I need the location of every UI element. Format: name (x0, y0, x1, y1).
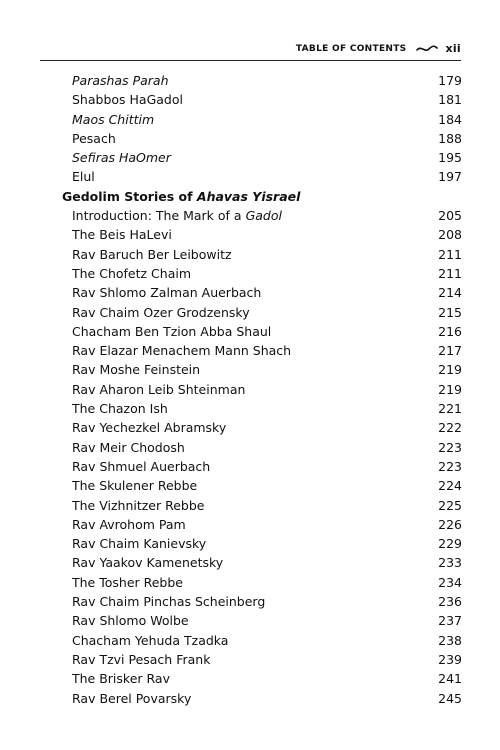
toc-entry-title: The Tosher Rebbe (72, 574, 183, 590)
toc-entry[interactable] (0, 650, 500, 669)
section-heading-title: Gedolim Stories of Ahavas Yisrael (62, 188, 301, 204)
toc-entry-page: 233 (438, 555, 462, 571)
toc-entry-title: Rav Chaim Kanievsky (72, 536, 207, 552)
toc-entry[interactable] (0, 245, 500, 264)
toc-entry-title: Rav Baruch Ber Leibowitz (72, 246, 232, 262)
toc-entry[interactable] (0, 129, 500, 148)
toc-entry-title: Parashas Parah (72, 73, 169, 88)
toc-entry-title: Maos Chittim (72, 111, 155, 127)
toc-entry[interactable] (0, 631, 500, 650)
toc-top-entries (0, 71, 500, 187)
toc-entry-title: Rav Tzvi Pesach Frank (72, 651, 211, 667)
section-heading (0, 187, 500, 206)
toc-entry[interactable] (0, 360, 500, 379)
toc-entry-page: 217 (438, 343, 462, 359)
toc-entry[interactable] (0, 669, 500, 688)
toc-entry-title: The Chofetz Chaim (72, 265, 192, 281)
toc-entry-title: The Skulener Rebbe (72, 478, 198, 494)
toc-entry-title: Rav Chaim Pinchas Scheinberg (72, 594, 266, 610)
toc-entry[interactable] (0, 573, 500, 592)
toc-entry-title: Rav Moshe Feinstein (72, 362, 201, 378)
toc-entry[interactable] (0, 148, 500, 167)
toc-entry[interactable] (0, 476, 500, 495)
toc-entry-page: 179 (438, 73, 462, 88)
toc-entry[interactable] (0, 457, 500, 476)
toc-entry-title: Rav Aharon Leib Shteinman (72, 381, 246, 397)
toc-entry[interactable] (0, 225, 500, 244)
toc-entry-title: Rav Shlomo Zalman Auerbach (72, 285, 262, 301)
toc-entry[interactable] (0, 341, 500, 360)
toc-entry-page: 225 (438, 497, 462, 513)
toc-entry-page: 188 (438, 130, 462, 146)
toc-entry[interactable] (0, 534, 500, 553)
toc-entry-page: 195 (438, 150, 462, 166)
toc-entry-title: Rav Yaakov Kamenetsky (72, 555, 224, 571)
running-header (40, 42, 461, 61)
toc-entry-page: 211 (438, 265, 462, 281)
toc-entry-page: 224 (438, 478, 462, 494)
toc-entry[interactable] (0, 90, 500, 109)
toc-entry-page: 236 (438, 594, 462, 610)
toc-entry-title: Rav Yechezkel Abramsky (72, 420, 227, 436)
toc-entry-title: Chacham Yehuda Tzadka (72, 632, 229, 648)
toc-entry-page: 238 (438, 632, 462, 648)
toc-entry-page: 215 (438, 304, 462, 320)
toc-bottom-entries (0, 225, 500, 707)
toc-entry-page: 229 (438, 536, 462, 552)
toc-entry-title: Rav Shmuel Auerbach (72, 458, 211, 474)
toc-entry[interactable] (0, 438, 500, 457)
toc-entry-page: 208 (438, 227, 462, 243)
toc-entry-page: 219 (438, 362, 462, 378)
toc-entry-page: 205 (438, 208, 462, 224)
toc-entry-title: Rav Avrohom Pam (72, 516, 186, 532)
toc-entry-title: Chacham Ben Tzion Abba Shaul (72, 323, 272, 339)
toc-entry-page: 211 (438, 246, 462, 262)
toc-entry[interactable] (0, 380, 500, 399)
toc-entry-title: The Vizhnitzer Rebbe (72, 497, 205, 513)
toc-entry-page: 223 (438, 439, 462, 455)
swash-ornament-icon (416, 44, 438, 54)
toc-entry-title: Pesach (72, 130, 116, 146)
toc-entry-title: Elul (72, 169, 95, 185)
toc-entry[interactable] (0, 206, 500, 225)
header-inner (296, 42, 461, 55)
toc-entry-title: The Chazon Ish (72, 401, 168, 417)
toc-entry-page: 223 (438, 458, 462, 474)
toc-entry-page: 222 (438, 420, 462, 436)
toc-entry-page: 197 (438, 169, 462, 185)
toc-entry[interactable] (0, 689, 500, 708)
toc-entry-title: Sefiras HaOmer (72, 150, 171, 166)
toc-entry-title: Rav Shlomo Wolbe (72, 613, 189, 629)
toc-entry[interactable] (0, 322, 500, 341)
toc-entry[interactable] (0, 515, 500, 534)
toc-entry-page: 181 (438, 92, 462, 108)
toc-entry[interactable] (0, 418, 500, 437)
toc-entry-title: Shabbos HaGadol (72, 92, 183, 108)
table-of-contents (0, 71, 500, 708)
toc-entry-page: 237 (438, 613, 462, 629)
toc-entry[interactable] (0, 110, 500, 129)
toc-entry[interactable] (0, 303, 500, 322)
toc-entry-page: 241 (438, 671, 462, 687)
toc-entry[interactable] (0, 496, 500, 515)
header-title: TABLE OF CONTENTS (295, 43, 407, 54)
toc-entry-page: 234 (438, 574, 462, 590)
toc-entry[interactable] (0, 283, 500, 302)
toc-entry[interactable] (0, 167, 500, 186)
toc-entry-title: Rav Berel Povarsky (72, 690, 192, 706)
toc-entry-page: 221 (438, 401, 462, 417)
header-page-number: xii (445, 42, 461, 55)
toc-entry-title: The Brisker Rav (72, 671, 170, 687)
toc-entry-page: 219 (438, 381, 462, 397)
toc-entry-title: Rav Elazar Menachem Mann Shach (72, 343, 292, 359)
toc-entry[interactable] (0, 399, 500, 418)
toc-entry[interactable] (0, 71, 500, 90)
toc-entry-page: 245 (438, 690, 462, 706)
toc-entry-page: 184 (438, 111, 462, 127)
toc-entry[interactable] (0, 553, 500, 572)
toc-entry-title: The Beis HaLevi (72, 227, 172, 243)
toc-entry-page: 216 (438, 323, 462, 339)
toc-entry-page: 239 (438, 651, 462, 667)
toc-entry[interactable] (0, 592, 500, 611)
toc-entry-title: Rav Meir Chodosh (72, 439, 185, 455)
toc-entry-title: Rav Chaim Ozer Grodzensky (72, 304, 250, 320)
toc-entry-page: 214 (438, 285, 462, 301)
toc-entry[interactable] (0, 264, 500, 283)
toc-entry[interactable] (0, 611, 500, 630)
toc-entry-title: Introduction: The Mark of a Gadol (72, 208, 282, 224)
toc-entry-page: 226 (438, 516, 462, 532)
